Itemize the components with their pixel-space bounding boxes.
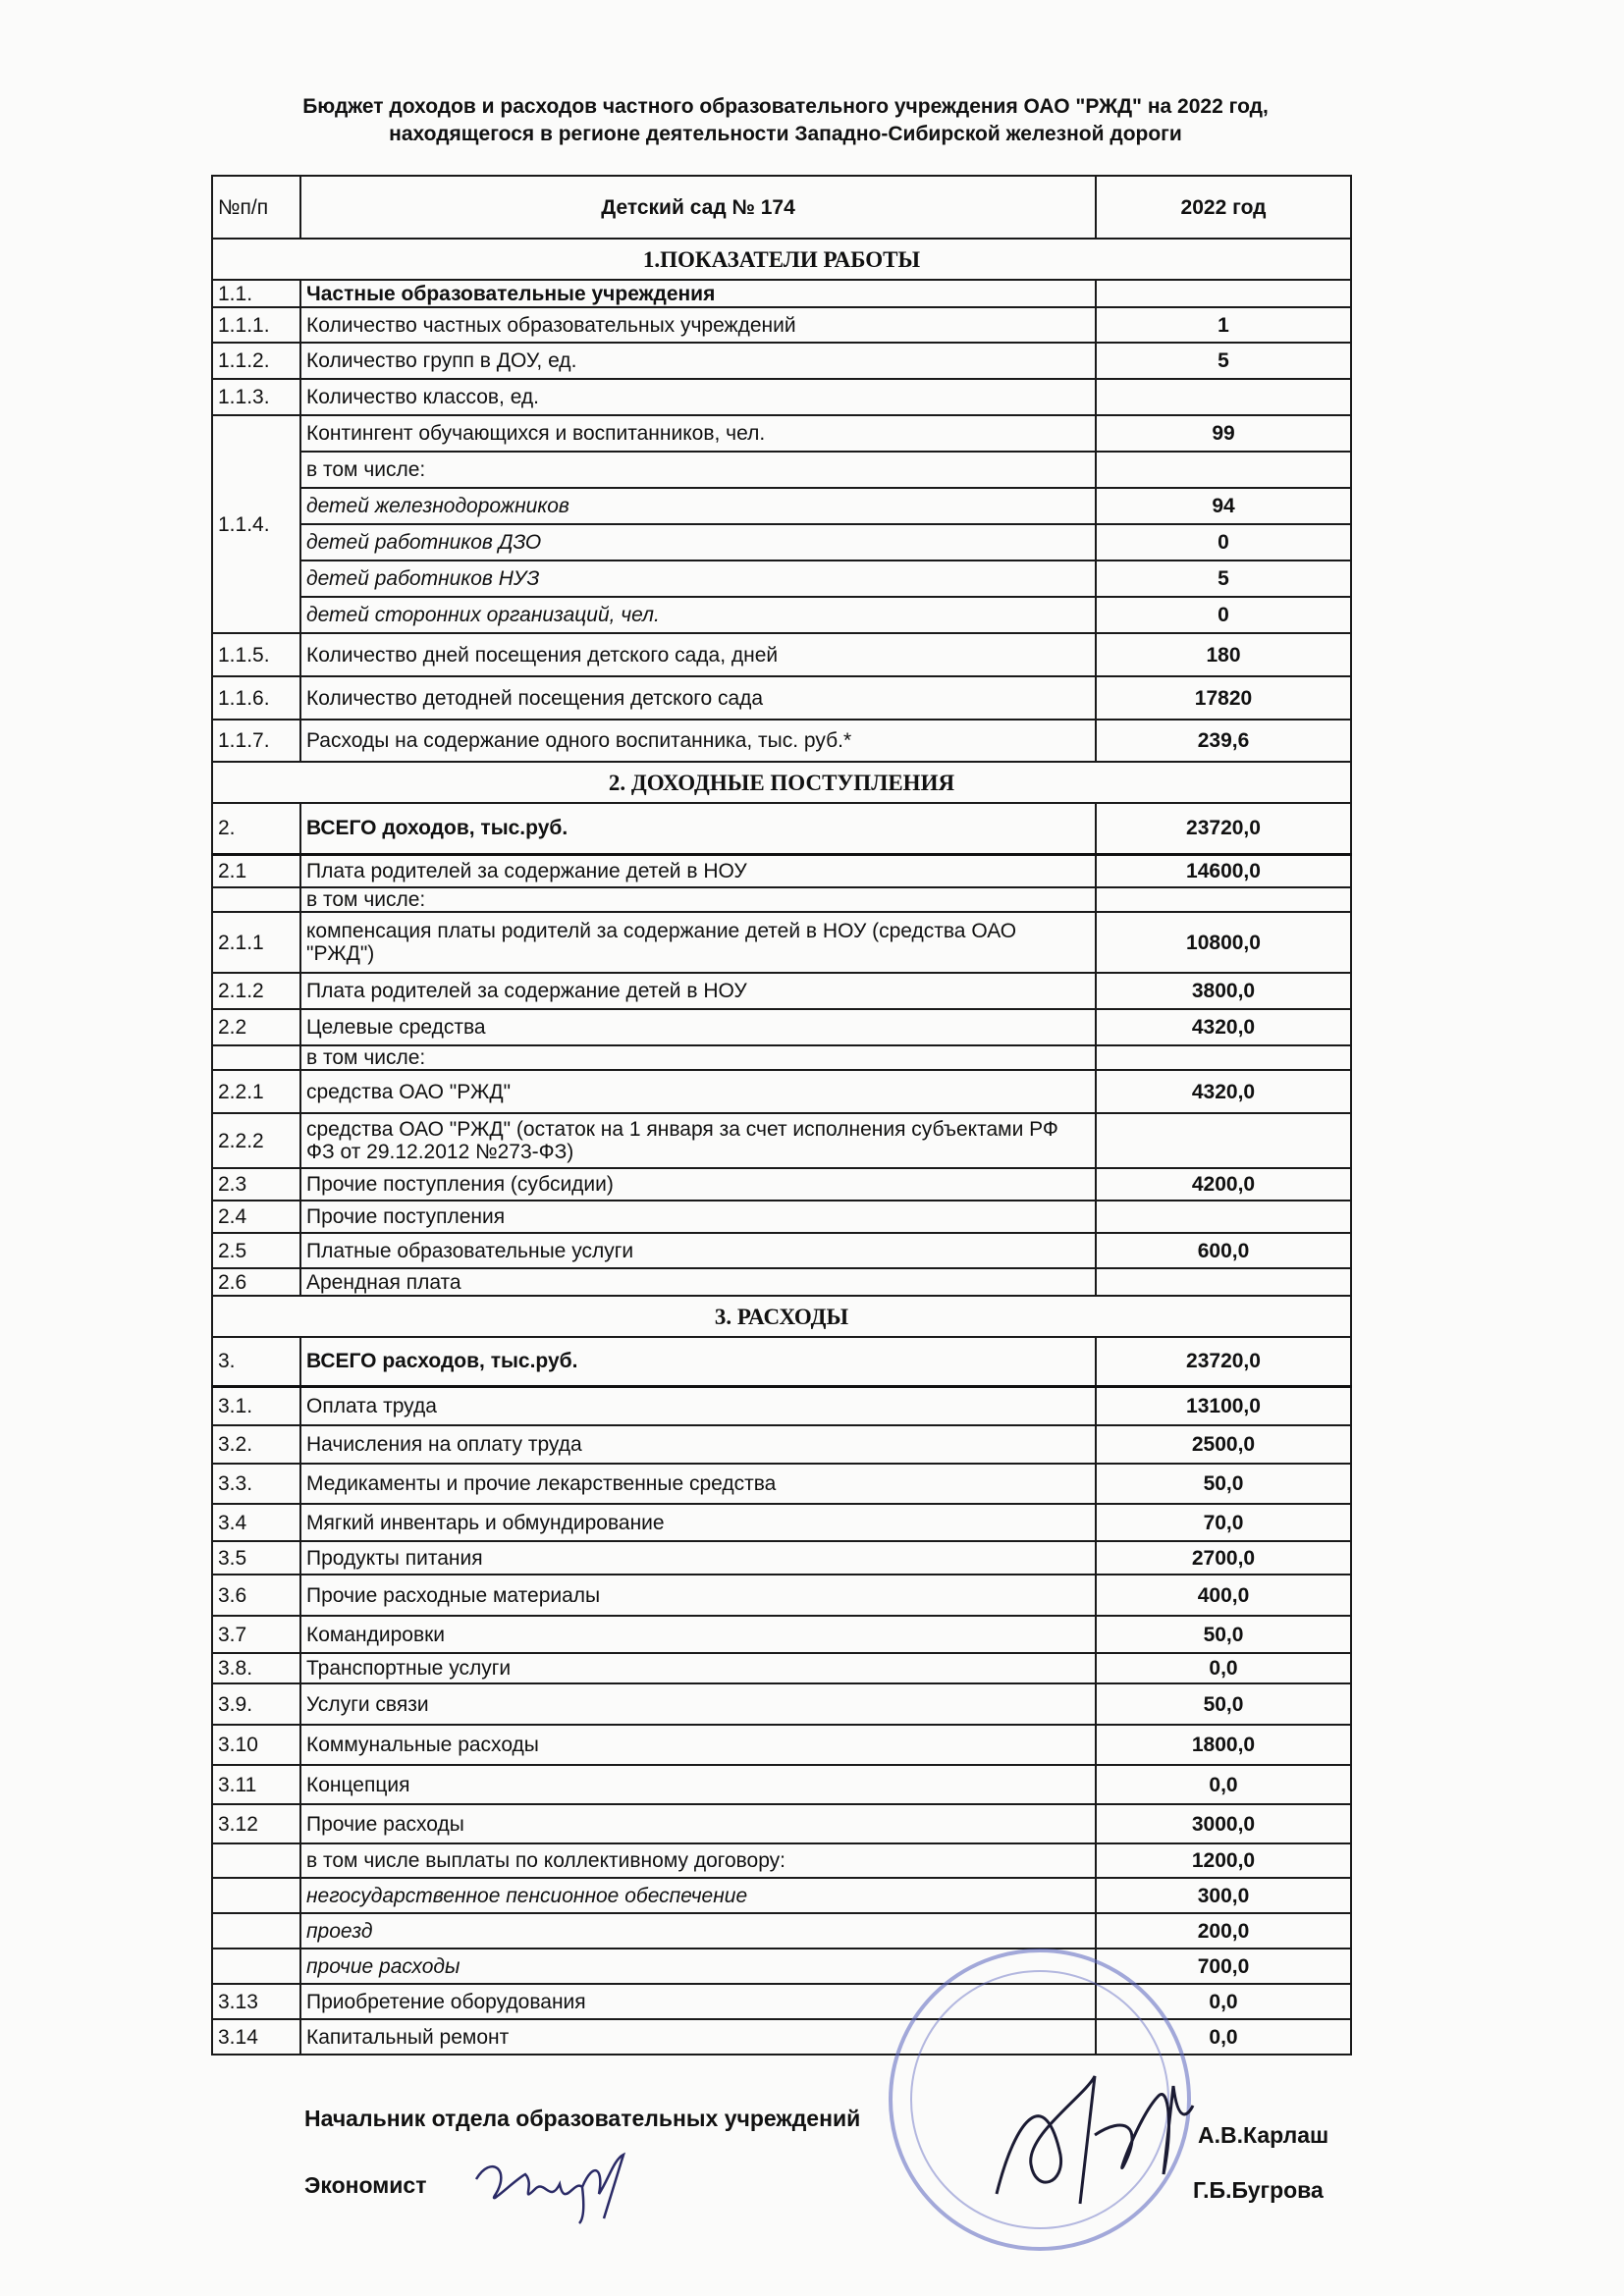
table-row — [212, 343, 1351, 379]
row-value: 3800,0 — [1096, 973, 1351, 1009]
row-num: 3.9. — [212, 1683, 300, 1725]
row-num: 1.1.4. — [212, 415, 300, 633]
row-num: 3.8. — [212, 1653, 300, 1683]
row-name: детей сторонних организаций, чел. — [300, 597, 1096, 633]
header-year: 2022 год — [1096, 176, 1351, 239]
row-name: в том числе: — [300, 1045, 1096, 1070]
row-num: 1.1.5. — [212, 633, 300, 676]
row-value: 5 — [1096, 561, 1351, 597]
row-name: Количество детодней посещения детского сада — [300, 676, 1096, 720]
row-value: 700,0 — [1096, 1949, 1351, 1984]
row-num — [212, 1045, 300, 1070]
table-row — [212, 2019, 1351, 2055]
row-value — [1096, 280, 1351, 307]
row-value — [1096, 379, 1351, 415]
table-row — [212, 1009, 1351, 1045]
row-name: Платные образовательные услуги — [300, 1233, 1096, 1268]
row-num: 3.3. — [212, 1464, 300, 1504]
table-row — [212, 1425, 1351, 1464]
row-name: прочие расходы — [300, 1949, 1096, 1984]
economist-title: Экономист — [304, 2172, 427, 2198]
table-row — [212, 912, 1351, 973]
row-num: 2. — [212, 803, 300, 854]
row-value: 10800,0 — [1096, 912, 1351, 973]
row-name: Расходы на содержание одного воспитанника, тыс. руб.* — [300, 720, 1096, 762]
row-name: детей работников ДЗО — [300, 524, 1096, 561]
row-name: Арендная плата — [300, 1268, 1096, 1296]
table-row — [212, 1386, 1351, 1425]
table-row — [212, 561, 1351, 597]
row-value: 5 — [1096, 343, 1351, 379]
row-num: 1.1.7. — [212, 720, 300, 762]
table-row — [212, 1233, 1351, 1268]
table-row — [212, 1725, 1351, 1765]
row-name: Целевые средства — [300, 1009, 1096, 1045]
table-row — [212, 1984, 1351, 2019]
row-num: 1.1.3. — [212, 379, 300, 415]
header-name: Детский сад № 174 — [300, 176, 1096, 239]
row-name: Прочие расходы — [300, 1804, 1096, 1843]
row-value — [1096, 452, 1351, 488]
table-row — [212, 1683, 1351, 1725]
row-name: Концепция — [300, 1765, 1096, 1804]
table-row — [212, 1168, 1351, 1201]
head-name: А.В.Карлаш — [1198, 2122, 1329, 2148]
table-row — [212, 676, 1351, 720]
row-name: средства ОАО "РЖД" (остаток на 1 января за счет исполнения субъектами РФ ФЗ от 29.12.2012 №273-ФЗ) — [300, 1113, 1096, 1168]
row-value: 1200,0 — [1096, 1843, 1351, 1878]
row-value — [1096, 1201, 1351, 1233]
table-row — [212, 1765, 1351, 1804]
section-3-header — [212, 1296, 1351, 1337]
row-value: 1800,0 — [1096, 1725, 1351, 1765]
row-num: 3.7 — [212, 1616, 300, 1653]
row-value: 0,0 — [1096, 2019, 1351, 2055]
row-name: Количество классов, ед. — [300, 379, 1096, 415]
row-name: Оплата труда — [300, 1386, 1096, 1425]
row-num: 1.1.1. — [212, 307, 300, 343]
table-row — [212, 1653, 1351, 1683]
table-row — [212, 1949, 1351, 1984]
table-row — [212, 1464, 1351, 1504]
row-value: 50,0 — [1096, 1464, 1351, 1504]
row-value: 600,0 — [1096, 1233, 1351, 1268]
row-value: 4200,0 — [1096, 1168, 1351, 1201]
row-name: Контингент обучающихся и воспитанников, чел. — [300, 415, 1096, 452]
row-value: 300,0 — [1096, 1878, 1351, 1913]
row-name: Продукты питания — [300, 1541, 1096, 1575]
row-value: 1 — [1096, 307, 1351, 343]
row-name: Частные образовательные учреждения — [300, 280, 1096, 307]
row-value: 0 — [1096, 597, 1351, 633]
row-value: 400,0 — [1096, 1575, 1351, 1616]
row-num: 3.2. — [212, 1425, 300, 1464]
row-value — [1096, 887, 1351, 912]
row-num: 1.1. — [212, 280, 300, 307]
row-value: 70,0 — [1096, 1504, 1351, 1541]
row-name: ВСЕГО доходов, тыс.руб. — [300, 803, 1096, 854]
row-num: 2.1.2 — [212, 973, 300, 1009]
row-num: 2.2.2 — [212, 1113, 300, 1168]
table-row — [212, 488, 1351, 524]
row-value: 200,0 — [1096, 1913, 1351, 1949]
row-num: 2.1.1 — [212, 912, 300, 973]
table-row — [212, 452, 1351, 488]
row-num: 2.5 — [212, 1233, 300, 1268]
row-value: 4320,0 — [1096, 1009, 1351, 1045]
row-value: 50,0 — [1096, 1616, 1351, 1653]
row-value: 4320,0 — [1096, 1070, 1351, 1113]
row-value: 0,0 — [1096, 1984, 1351, 2019]
row-num — [212, 1913, 300, 1949]
row-value: 23720,0 — [1096, 1337, 1351, 1386]
row-value: 2500,0 — [1096, 1425, 1351, 1464]
row-value — [1096, 1113, 1351, 1168]
row-name: Транспортные услуги — [300, 1653, 1096, 1683]
row-value: 99 — [1096, 415, 1351, 452]
row-value: 180 — [1096, 633, 1351, 676]
row-num: 2.1 — [212, 854, 300, 887]
table-row — [212, 1113, 1351, 1168]
row-value — [1096, 1045, 1351, 1070]
row-num: 2.2 — [212, 1009, 300, 1045]
table-row — [212, 1843, 1351, 1878]
row-value — [1096, 1268, 1351, 1296]
table-row — [212, 1337, 1351, 1386]
row-name: Прочие расходные материалы — [300, 1575, 1096, 1616]
row-name: Капитальный ремонт — [300, 2019, 1096, 2055]
head-signature-icon — [977, 2056, 1203, 2214]
row-name: ВСЕГО расходов, тыс.руб. — [300, 1337, 1096, 1386]
row-num: 2.3 — [212, 1168, 300, 1201]
row-num: 3. — [212, 1337, 300, 1386]
row-name: в том числе: — [300, 452, 1096, 488]
row-value: 13100,0 — [1096, 1386, 1351, 1425]
row-name: Количество групп в ДОУ, ед. — [300, 343, 1096, 379]
table-row — [212, 1268, 1351, 1296]
section-1-header — [212, 239, 1351, 280]
row-name: компенсация платы родителй за содержание детей в НОУ (средства ОАО "РЖД") — [300, 912, 1096, 973]
table-row — [212, 1070, 1351, 1113]
title-line-1: Бюджет доходов и расходов частного образовательного учреждения ОАО "РЖД" на 2022 год, — [302, 95, 1269, 118]
row-name: Количество частных образовательных учреждений — [300, 307, 1096, 343]
table-header-row — [212, 176, 1351, 239]
row-name: Количество дней посещения детского сада, дней — [300, 633, 1096, 676]
table-row — [212, 1913, 1351, 1949]
table-row — [212, 1201, 1351, 1233]
row-num: 3.13 — [212, 1984, 300, 2019]
row-name: детей работников НУЗ — [300, 561, 1096, 597]
row-value: 2700,0 — [1096, 1541, 1351, 1575]
row-num — [212, 887, 300, 912]
row-num: 1.1.6. — [212, 676, 300, 720]
economist-name: Г.Б.Бугрова — [1193, 2177, 1324, 2203]
row-name: Командировки — [300, 1616, 1096, 1653]
row-value: 0 — [1096, 524, 1351, 561]
table-row — [212, 803, 1351, 854]
table-row — [212, 280, 1351, 307]
budget-table — [211, 175, 1352, 2056]
row-num — [212, 1949, 300, 1984]
table-row — [212, 1541, 1351, 1575]
row-name: Приобретение оборудования — [300, 1984, 1096, 2019]
document-title — [0, 93, 1624, 148]
row-value: 17820 — [1096, 676, 1351, 720]
row-name: проезд — [300, 1913, 1096, 1949]
row-num: 3.4 — [212, 1504, 300, 1541]
row-num: 2.4 — [212, 1201, 300, 1233]
row-name: детей железнодорожников — [300, 488, 1096, 524]
row-name: Коммунальные расходы — [300, 1725, 1096, 1765]
section-1-title: 1.ПОКАЗАТЕЛИ РАБОТЫ — [212, 239, 1351, 280]
row-name: Мягкий инвентарь и обмундирование — [300, 1504, 1096, 1541]
table-row — [212, 1575, 1351, 1616]
table-row — [212, 1804, 1351, 1843]
row-value: 3000,0 — [1096, 1804, 1351, 1843]
head-title: Начальник отдела образовательных учреждений — [304, 2106, 861, 2131]
table-row — [212, 379, 1351, 415]
row-num: 3.12 — [212, 1804, 300, 1843]
row-name: негосударственное пенсионное обеспечение — [300, 1878, 1096, 1913]
row-name: Услуги связи — [300, 1683, 1096, 1725]
table-row — [212, 1045, 1351, 1070]
section-3-title: 3. РАСХОДЫ — [212, 1296, 1351, 1337]
table-row — [212, 633, 1351, 676]
row-value: 0,0 — [1096, 1653, 1351, 1683]
row-num — [212, 1843, 300, 1878]
table-row — [212, 887, 1351, 912]
row-name: Прочие поступления — [300, 1201, 1096, 1233]
table-row — [212, 597, 1351, 633]
row-value: 239,6 — [1096, 720, 1351, 762]
row-name: Плата родителей за содержание детей в НОУ — [300, 973, 1096, 1009]
table-row — [212, 1878, 1351, 1913]
row-num: 3.11 — [212, 1765, 300, 1804]
row-num: 3.5 — [212, 1541, 300, 1575]
row-name: в том числе выплаты по коллективному договору: — [300, 1843, 1096, 1878]
row-name: Прочие поступления (субсидии) — [300, 1168, 1096, 1201]
table-row — [212, 973, 1351, 1009]
row-name: Плата родителей за содержание детей в НОУ — [300, 854, 1096, 887]
table-row — [212, 1616, 1351, 1653]
title-line-2: находящегося в регионе деятельности Западно-Сибирской железной дороги — [389, 123, 1182, 145]
table-row — [212, 854, 1351, 887]
table-row — [212, 307, 1351, 343]
header-num: №п/п — [212, 176, 300, 239]
section-2-header — [212, 762, 1351, 803]
row-num: 2.2.1 — [212, 1070, 300, 1113]
table-row — [212, 720, 1351, 762]
row-num: 3.1. — [212, 1386, 300, 1425]
row-num: 2.6 — [212, 1268, 300, 1296]
row-value: 50,0 — [1096, 1683, 1351, 1725]
row-num: 3.10 — [212, 1725, 300, 1765]
row-num: 3.14 — [212, 2019, 300, 2055]
row-num: 3.6 — [212, 1575, 300, 1616]
row-value: 23720,0 — [1096, 803, 1351, 854]
section-2-title: 2. ДОХОДНЫЕ ПОСТУПЛЕНИЯ — [212, 762, 1351, 803]
row-value: 14600,0 — [1096, 854, 1351, 887]
table-row — [212, 415, 1351, 452]
row-num — [212, 1878, 300, 1913]
row-value: 0,0 — [1096, 1765, 1351, 1804]
row-name: Медикаменты и прочие лекарственные средства — [300, 1464, 1096, 1504]
row-name: средства ОАО "РЖД" — [300, 1070, 1096, 1113]
row-name: Начисления на оплату труда — [300, 1425, 1096, 1464]
row-value: 94 — [1096, 488, 1351, 524]
table-row — [212, 1504, 1351, 1541]
economist-signature-icon — [466, 2150, 633, 2228]
row-num: 1.1.2. — [212, 343, 300, 379]
table-row — [212, 524, 1351, 561]
row-name: в том числе: — [300, 887, 1096, 912]
